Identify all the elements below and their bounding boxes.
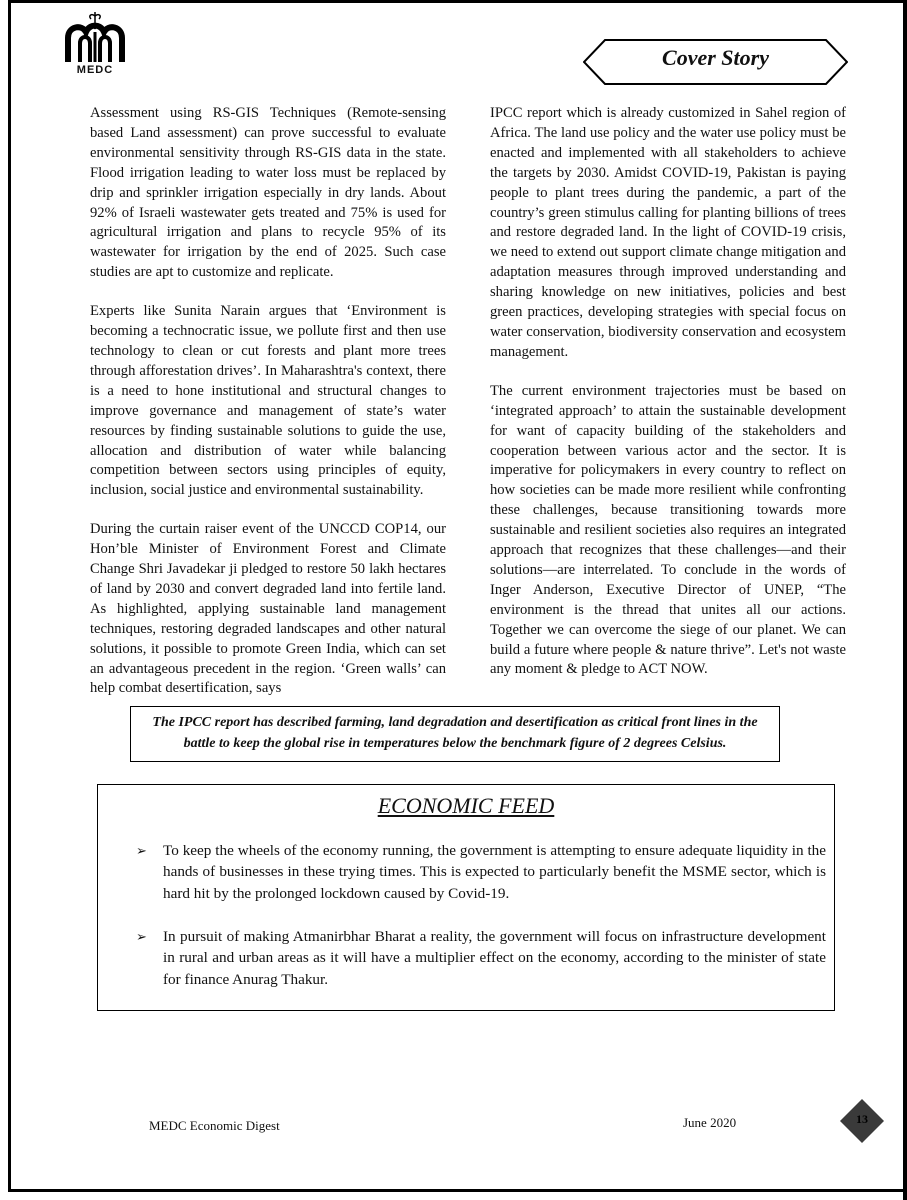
- section-label: Cover Story: [662, 45, 769, 70]
- footer-date: June 2020: [683, 1115, 737, 1130]
- list-item-text: In pursuit of making Atmanirbhar Bharat a reality, the government will focus on infrastructure development in rural and urban areas as it will have a multiplier effect on the economy, according to the minister of state for finance Anurag Thakur.: [163, 928, 826, 988]
- list-item-text: To keep the wheels of the economy running, the government is attempting to ensure adequate liquidity in the hands of businesses in these trying times. This is expected to particularly benefit the MSME sector, which is hard hit by the prolonged lockdown caused by Covid-19.: [163, 842, 826, 902]
- paragraph: The current environment trajectories must be based on ‘integrated approach’ to attain the sustainable development for want of capacity building of the stakeholders and cooperation between various actor and the sector. It is imperative for policymakers in every country to reflect on how societies can be made more resilient while confronting these challenges, because transitioning towards more sustainable and resilient societies also requires an integrated approach that recognizes that these challenges—and their solutions—are interrelated. To conclude in the words of Inger Anderson, Executive Director of UNEP, “The environment is the thread that unites all our actions. Together we can overcome the siege of our planet. We can build a future where people & nature thrive”. Let's not waste any moment & pledge to ACT NOW.: [490, 382, 846, 678]
- paragraph: During the curtain raiser event of the UNCCD COP14, our Hon’ble Minister of Environment Forest and Climate Change Shri Javadekar ji pledged to restore 50 lakh hectares of land by 2030 and convert degraded land into fertile land. As highlighted, applying sustainable land management techniques, restoring degraded landscapes and other natural solutions, it possible to promote Green India, which can set an advantageous precedent in the region. ‘Green walls’ can help combat desertification, says: [90, 521, 446, 697]
- paragraph: IPCC report which is already customized in Sahel region of Africa. The land use policy and the water use policy must be enacted and implemented with all stakeholders to achieve the targets by 2030. Amidst COVID-19, Pakistan is paying people to plant trees during the pandemic, a part of the country’s green stimulus calling for planting billions of trees and restore degraded land. In the light of COVID-19 crisis, we need to extend out support climate change mitigation and adaptation measures through improved understanding and sharing knowledge on new initiatives, policies and best green practices, developing strategies with special focus on water conservation, biodiversity conservation and ecosystem management.: [490, 105, 846, 360]
- paragraph: Experts like Sunita Narain argues that ‘Environment is becoming a technocratic issue, we pollute first and then use technology to clean or cut forests and plant more trees through afforestation drives’. In Maharashtra's context, there is a need to hone institutional and structural changes to improve governance and management of state’s water resources by finding sustainable solutions to guide the use, allocation and distribution of water while balancing competition between sectors using principles of equity, inclusion, social justice and environmental sustainability.: [90, 303, 446, 499]
- arrow-bullet-icon: ➢: [136, 843, 147, 858]
- pull-quote: The IPCC report has described farming, land degradation and desertification as critical front lines in the battle to keep the global rise in temperatures below the benchmark figure of 2 degrees Celsius.: [130, 706, 780, 762]
- footer-publication: MEDC Economic Digest: [149, 1118, 280, 1133]
- list-item: [136, 840, 826, 904]
- list-item: [136, 926, 826, 990]
- paragraph: Assessment using RS-GIS Techniques (Remote-sensing based Land assessment) can prove successful to evaluate environmental sensitivity through RS-GIS data in the state. Flood irrigation leading to water loss must be replaced by drip and sprinkler irrigation especially in dry lands. About 92% of Israeli wastewater gets treated and 75% is used for agricultural irrigation and plans to recycle 95% of its wastewater for irrigation by the end of 2025. Such case studies are apt to customize and replicate.: [90, 105, 446, 281]
- left-column: [90, 104, 446, 718]
- page-number: 13: [856, 1112, 868, 1126]
- right-column: [490, 104, 846, 699]
- economic-feed-box: [97, 784, 835, 1011]
- arrow-bullet-icon: ➢: [136, 929, 147, 944]
- economic-feed-title: ECONOMIC FEED: [377, 793, 555, 818]
- page-edge: [903, 0, 907, 1200]
- logo-text: MEDC: [76, 64, 114, 76]
